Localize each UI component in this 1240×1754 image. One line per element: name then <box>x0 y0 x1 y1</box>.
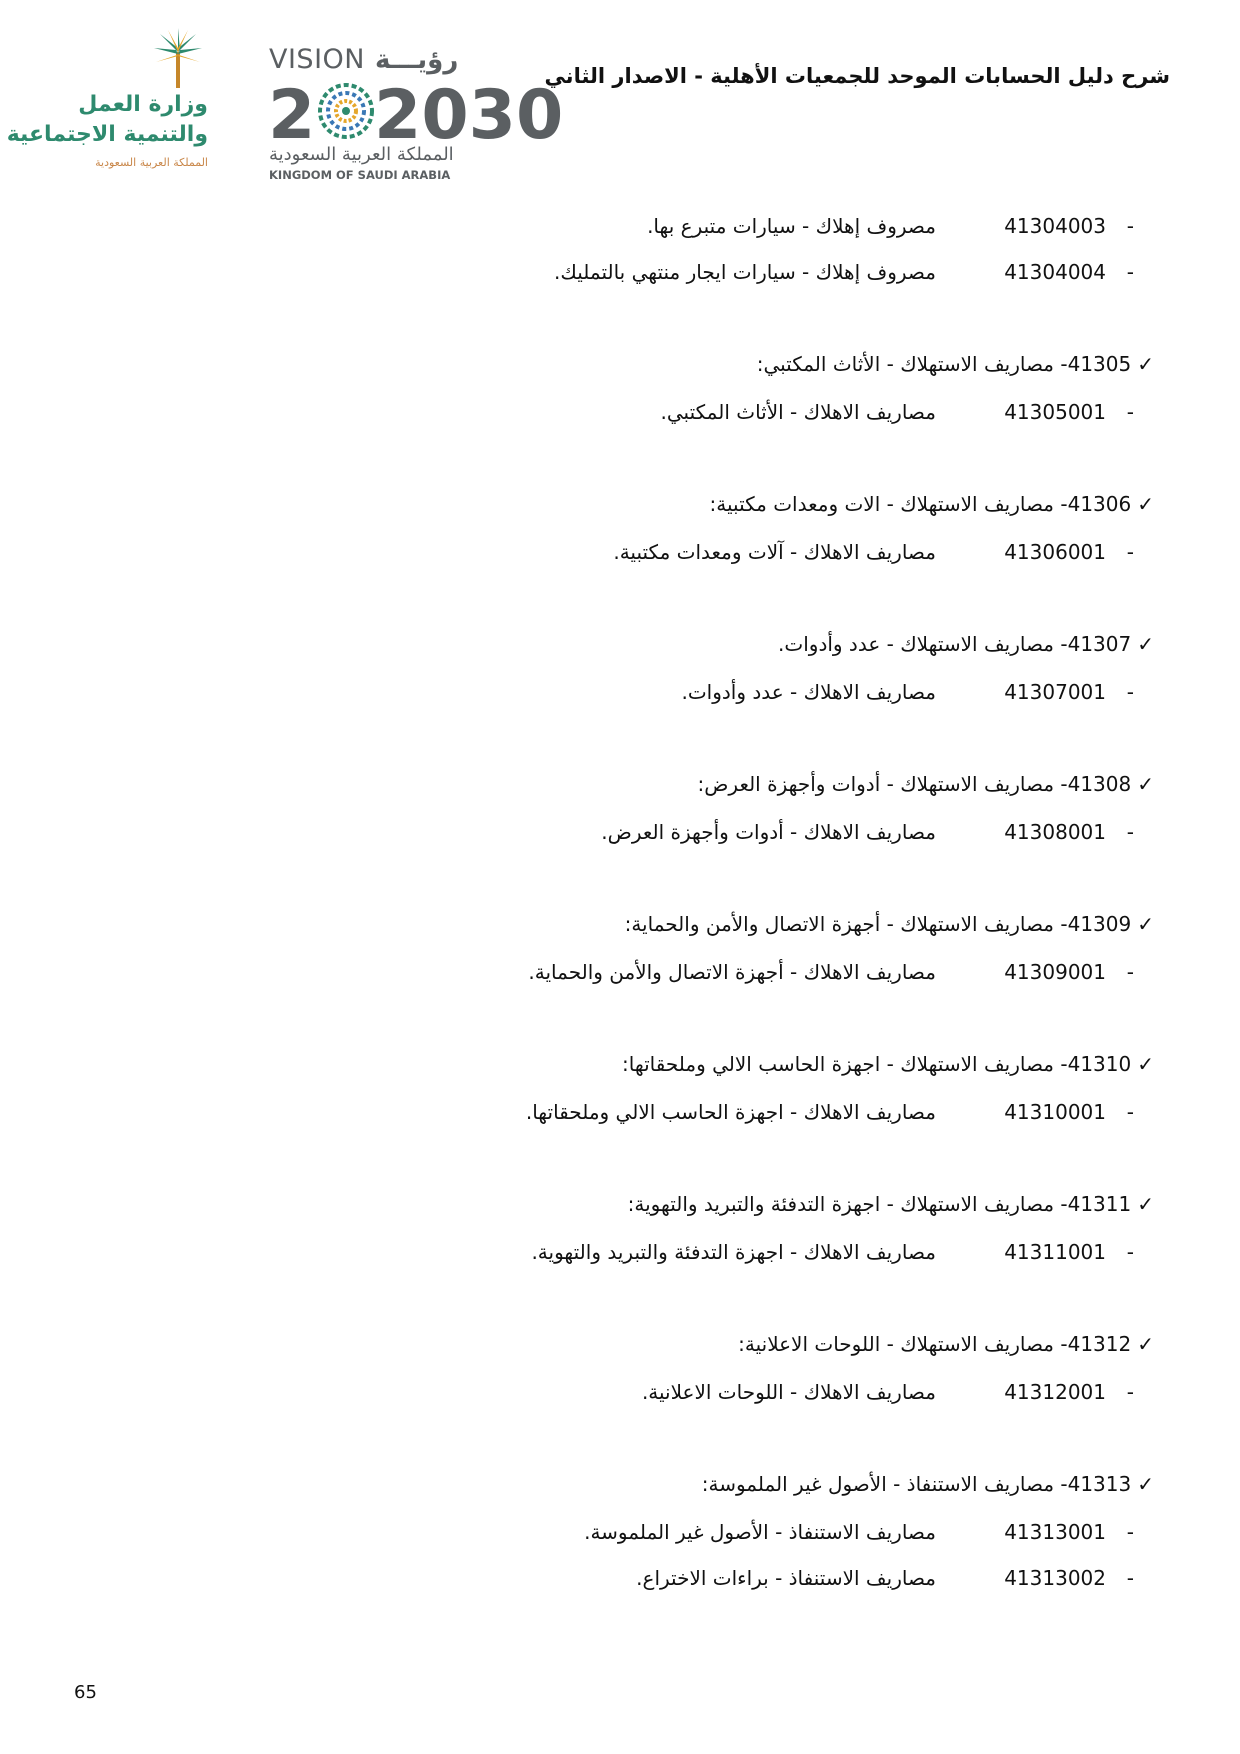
ministry-name-line1: وزارة العمل <box>78 92 208 117</box>
entry-dash: - <box>1126 1240 1134 1264</box>
account-entry <box>300 260 1134 290</box>
entry-description: مصاريف الاهلاك - اجهزة الحاسب الالي وملحقاتها. <box>525 1100 936 1124</box>
account-section <box>300 1472 1154 1512</box>
account-entry <box>300 1520 1134 1550</box>
account-section <box>300 632 1154 672</box>
document-title: شرح دليل الحسابات الموحد للجمعيات الأهلية - الاصدار الثاني <box>544 64 1170 88</box>
section-heading-text: 41305- مصاريف الاستهلاك - الأثاث المكتبي: <box>756 352 1132 376</box>
checkmark-icon: ✓ <box>1137 352 1154 376</box>
entry-code: 41305001 <box>1004 400 1106 424</box>
entry-dash: - <box>1126 400 1134 424</box>
account-entry <box>300 1566 1134 1596</box>
vision-kingdom-ar: المملكة العربية السعودية <box>269 144 454 165</box>
entry-dash: - <box>1126 1380 1134 1404</box>
account-section <box>300 912 1154 952</box>
entry-description: مصاريف الاهلاك - أدوات وأجهزة العرض. <box>601 820 936 844</box>
account-section <box>300 492 1154 532</box>
entry-dash: - <box>1126 960 1134 984</box>
section-heading-text: 41309- مصاريف الاستهلاك - أجهزة الاتصال والأمن والحماية: <box>624 912 1132 936</box>
account-section <box>300 1052 1154 1092</box>
vision-year-text: 2030 <box>374 76 564 155</box>
entry-code: 41312001 <box>1004 1380 1106 1404</box>
palm-tree-icon <box>150 28 206 88</box>
checkmark-icon: ✓ <box>1137 912 1154 936</box>
section-heading-text: 41307- مصاريف الاستهلاك - عدد وأدوات. <box>778 632 1132 656</box>
account-entry <box>300 1380 1134 1410</box>
entry-code: 41304004 <box>1004 260 1106 284</box>
checkmark-icon: ✓ <box>1137 1332 1154 1356</box>
section-heading <box>628 1192 1154 1216</box>
vision-2030-logo <box>266 44 564 184</box>
section-heading <box>778 632 1154 656</box>
account-entry <box>300 214 1134 244</box>
entry-dash: - <box>1126 260 1134 284</box>
svg-text:2: 2 <box>268 76 316 155</box>
checkmark-icon: ✓ <box>1137 772 1154 796</box>
vision-kingdom-en: KINGDOM OF SAUDI ARABIA <box>269 168 451 182</box>
account-entry <box>300 680 1134 710</box>
entry-description: مصاريف الاهلاك - أجهزة الاتصال والأمن والحماية. <box>528 960 936 984</box>
account-entry <box>300 960 1134 990</box>
entry-dash: - <box>1126 1100 1134 1124</box>
entry-dash: - <box>1126 214 1134 238</box>
section-heading-text: 41308- مصاريف الاستهلاك - أدوات وأجهزة العرض: <box>697 772 1132 796</box>
account-section <box>300 1332 1154 1372</box>
account-section <box>300 772 1154 812</box>
entry-code: 41313001 <box>1004 1520 1106 1544</box>
checkmark-icon: ✓ <box>1137 492 1154 516</box>
checkmark-icon: ✓ <box>1137 1472 1154 1496</box>
section-heading <box>710 492 1154 516</box>
entry-code: 41311001 <box>1004 1240 1106 1264</box>
account-entry <box>300 1100 1134 1130</box>
account-entry <box>300 820 1134 850</box>
entry-description: مصاريف الاستنفاذ - الأصول غير الملموسة. <box>584 1520 936 1544</box>
ministry-logo <box>6 28 208 178</box>
entry-code: 41306001 <box>1004 540 1106 564</box>
ministry-country: المملكة العربية السعودية <box>95 156 208 169</box>
entry-dash: - <box>1126 680 1134 704</box>
account-entry <box>300 1240 1134 1270</box>
entry-description: مصروف إهلاك - سيارات ايجار منتهي بالتمليك. <box>554 260 936 284</box>
entry-code: 41310001 <box>1004 1100 1106 1124</box>
entry-description: مصاريف الاهلاك - اللوحات الاعلانية. <box>641 1380 936 1404</box>
section-heading-text: 41312- مصاريف الاستهلاك - اللوحات الاعلانية: <box>738 1332 1132 1356</box>
account-entry <box>300 400 1134 430</box>
section-heading-text: 41313- مصاريف الاستنفاذ - الأصول غير الملموسة: <box>701 1472 1132 1496</box>
entry-code: 41309001 <box>1004 960 1106 984</box>
entry-description: مصاريف الاهلاك - آلات ومعدات مكتبية. <box>613 540 936 564</box>
vision-ar-label: رؤيـــة <box>374 44 459 75</box>
section-heading <box>702 1472 1154 1496</box>
entry-dash: - <box>1126 1520 1134 1544</box>
entry-description: مصروف إهلاك - سيارات متبرع بها. <box>647 214 936 238</box>
checkmark-icon: ✓ <box>1137 1192 1154 1216</box>
section-heading <box>738 1332 1154 1356</box>
entry-dash: - <box>1126 540 1134 564</box>
account-section <box>300 352 1154 392</box>
entry-description: مصاريف الاهلاك - اجهزة التدفئة والتبريد والتهوية. <box>531 1240 936 1264</box>
checkmark-icon: ✓ <box>1137 1052 1154 1076</box>
section-heading-text: 41311- مصاريف الاستهلاك - اجهزة التدفئة والتبريد والتهوية: <box>627 1192 1132 1216</box>
entry-description: مصاريف الاستنفاذ - براءات الاختراع. <box>636 1566 936 1590</box>
section-heading <box>622 1052 1154 1076</box>
entry-description: مصاريف الاهلاك - عدد وأدوات. <box>681 680 936 704</box>
entry-code: 41304003 <box>1004 214 1106 238</box>
entry-code: 41307001 <box>1004 680 1106 704</box>
section-heading <box>697 772 1154 796</box>
account-entry <box>300 540 1134 570</box>
section-heading <box>625 912 1154 936</box>
entry-code: 41308001 <box>1004 820 1106 844</box>
section-heading-text: 41306- مصاريف الاستهلاك - الات ومعدات مكتبية: <box>709 492 1132 516</box>
page-number: 65 <box>74 1682 97 1703</box>
checkmark-icon: ✓ <box>1137 632 1154 656</box>
section-heading <box>757 352 1154 376</box>
entry-dash: - <box>1126 1566 1134 1590</box>
entry-dash: - <box>1126 820 1134 844</box>
vision-en-label: VISION <box>269 44 365 75</box>
section-heading-text: 41310- مصاريف الاستهلاك - اجهزة الحاسب الالي وملحقاتها: <box>622 1052 1132 1076</box>
ministry-name-line2: والتنمية الاجتماعية <box>6 122 208 147</box>
account-section <box>300 1192 1154 1232</box>
entry-code: 41313002 <box>1004 1566 1106 1590</box>
entry-description: مصاريف الاهلاك - الأثاث المكتبي. <box>660 400 936 424</box>
